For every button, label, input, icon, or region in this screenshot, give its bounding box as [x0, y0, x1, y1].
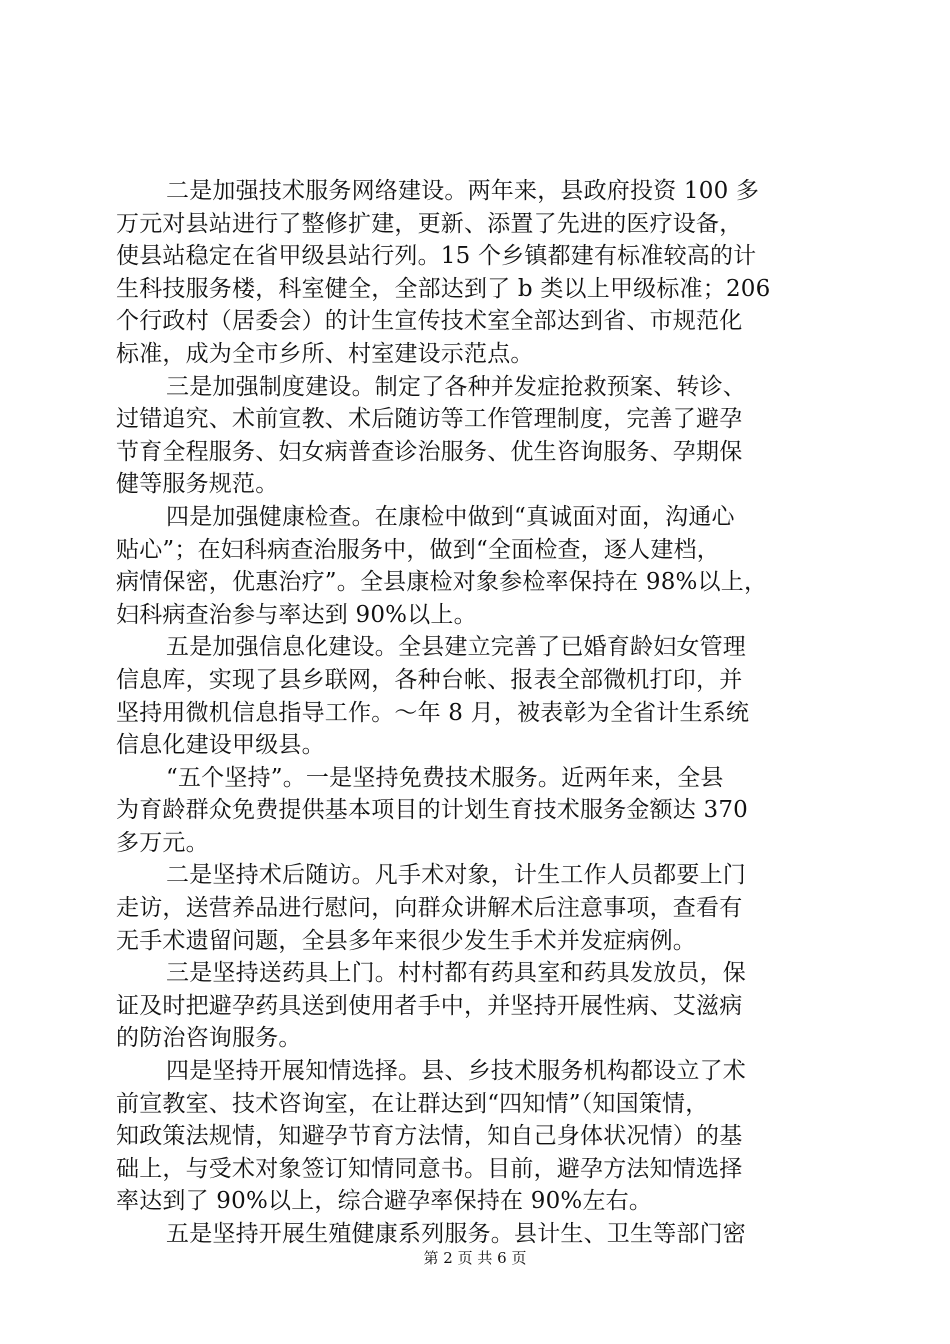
text-line: 标准，成为全市乡所、村室建设示范点。 [116, 340, 534, 367]
text-line: 妇科病查治参与率达到 90%以上。 [116, 601, 477, 628]
text-line: 前宣教室、技术咨询室，在让群达到“四知情”（知国策情， [116, 1090, 709, 1117]
text-line: 二是加强技术服务网络建设。两年来，县政府投资 100 多 [166, 178, 760, 204]
text-line: 信息化建设甲级县。 [116, 732, 325, 759]
text-line: “五个坚持”。一是坚持免费技术服务。近两年来，全县 [166, 764, 724, 791]
text-line: 二是坚持术后随访。凡手术对象，计生工作人员都要上门 [166, 862, 746, 889]
text-line: 坚持用微机信息指导工作。～年 8 月，被表彰为全省计生系统 [116, 699, 750, 726]
text-line: 信息库，实现了县乡联网，各种台帐、报表全部微机打印，并 [116, 666, 743, 693]
text-line: 为育龄群众免费提供基本项目的计划生育技术服务金额达 370 [116, 797, 749, 824]
text-line: 四是坚持开展知情选择。县、乡技术服务机构都设立了术 [166, 1058, 746, 1085]
text-line: 万元对县站进行了整修扩建，更新、添置了先进的医疗设备， [116, 210, 743, 237]
text-line: 五是坚持开展生殖健康系列服务。县计生、卫生等部门密 [166, 1221, 746, 1247]
text-line: 健等服务规范。 [116, 471, 279, 498]
text-line: 四是加强健康检查。在康检中做到“真诚面对面，沟通心 [166, 503, 735, 530]
document-body [116, 175, 832, 1251]
text-line: 多万元。 [116, 829, 209, 856]
text-line: 走访，送营养品进行慰问，向群众讲解术后注意事项，查看有 [116, 895, 743, 922]
text-line: 无手术遗留问题，全县多年来很少发生手术并发症病例。 [116, 927, 696, 954]
text-line: 的防治咨询服务。 [116, 1025, 302, 1052]
text-line: 生科技服务楼，科室健全，全部达到了 b 类以上甲级标准；206 [116, 275, 771, 302]
text-line: 率达到了 90%以上，综合避孕率保持在 90%左右。 [116, 1188, 653, 1215]
text-line: 础上，与受术对象签订知情同意书。目前，避孕方法知情选择 [116, 1155, 743, 1182]
text-line: 知政策法规情，知避孕节育方法情，知自己身体状况情）的基 [116, 1123, 743, 1150]
text-line: 过错追究、术前宣教、术后随访等工作管理制度，完善了避孕 [116, 406, 743, 433]
text-line: 病情保密，优惠治疗”。全县康检对象参检率保持在 98%以上， [116, 569, 768, 596]
text-line: 使县站稳定在省甲级县站行列。15 个乡镇都建有标准较高的计 [116, 243, 757, 270]
text-line: 三是坚持送药具上门。村村都有药具室和药具发放员，保 [166, 960, 746, 987]
page-footer: 第 2 页 共 6 页 [423, 1249, 527, 1267]
text-line: 证及时把避孕药具送到使用者手中，并坚持开展性病、艾滋病 [116, 992, 743, 1019]
text-line: 贴心”；在妇科病查治服务中，做到“全面检查，逐人建档， [116, 536, 720, 563]
text-line: 三是加强制度建设。制定了各种并发症抢救预案、转诊、 [166, 373, 746, 400]
text-line: 节育全程服务、妇女病普查诊治服务、优生咨询服务、孕期保 [116, 438, 743, 465]
text-line: 五是加强信息化建设。全县建立完善了已婚育龄妇女管理 [166, 634, 746, 661]
text-line: 个行政村（居委会）的计生宣传技术室全部达到省、市规范化 [116, 308, 743, 335]
